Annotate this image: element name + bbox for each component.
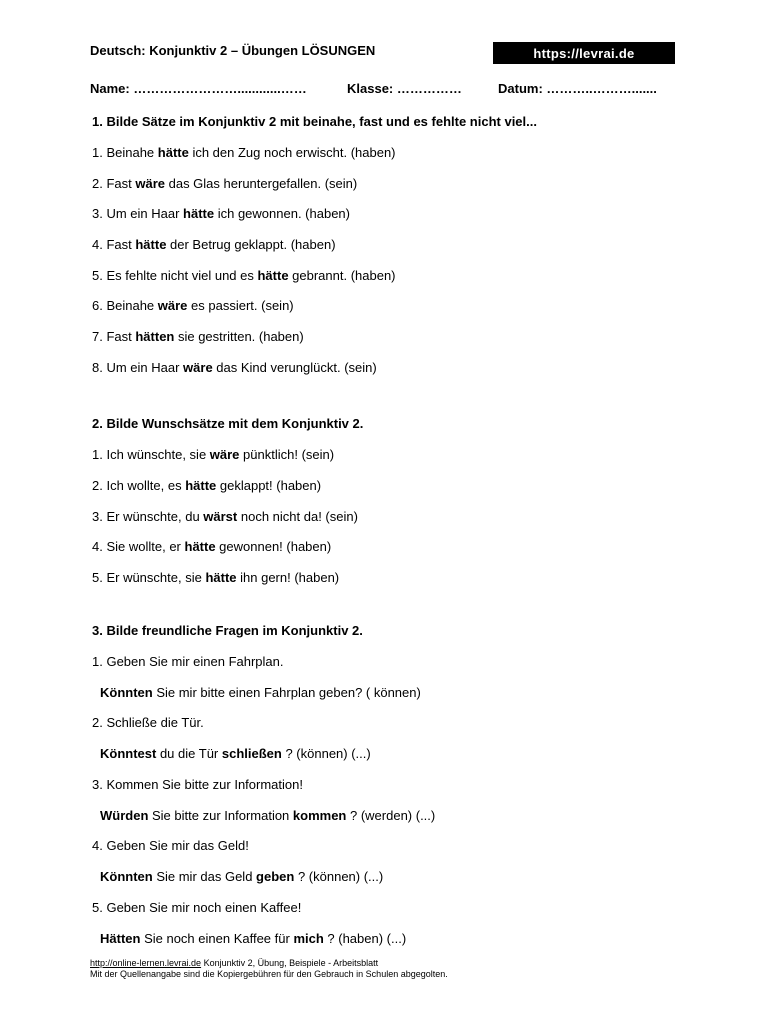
line-text: Sie bitte zur Information [148,808,293,823]
exercise-line [92,360,377,375]
line-text: Sie mir bitte einen Fahrplan geben? ( können) [152,685,421,700]
line-text: 5. Er wünschte, sie [92,570,206,585]
line-text: pünktlich! (sein) [239,447,335,462]
exercise-line [92,176,357,191]
answer-verb: hätte [184,539,216,554]
exercise-line [92,478,321,493]
line-text: du die Tür [156,746,222,761]
line-text: ich gewonnen. (haben) [214,206,350,221]
answer-verb: Könnten [100,685,153,700]
line-text: 4. Sie wollte, er [92,539,185,554]
answer-verb: hätten [135,329,175,344]
line-text: 6. Beinahe [92,298,158,313]
line-text: ? (können) (...) [294,869,384,884]
footer-line-1-text: Konjunktiv 2, Übung, Beispiele - Arbeitsblatt [201,958,379,968]
answer-verb: Könntest [100,746,157,761]
document-title: Deutsch: Konjunktiv 2 – Übungen LÖSUNGEN [90,43,376,58]
answer-verb: wäre [183,360,213,375]
prompt-line: 3. Kommen Sie bitte zur Information! [92,777,303,792]
line-text: Sie noch einen Kaffee für [140,931,294,946]
exercise-line [92,539,331,554]
answer-verb: hätte [185,478,217,493]
footer-line-1 [90,958,378,968]
answer-verb: Hätten [100,931,141,946]
line-text: geklappt! (haben) [216,478,322,493]
section3-title: 3. Bilde freundliche Fragen im Konjunktiv 2. [92,623,363,638]
exercise-line [92,145,396,160]
line-text: 2. Fast [92,176,136,191]
line-text: sie gestritten. (haben) [174,329,304,344]
answer-line [100,746,371,761]
answer-verb: wärst [203,509,238,524]
exercise-line [92,447,334,462]
answer-verb: wäre [209,447,240,462]
exercise-line [92,237,336,252]
exercise-line [92,329,304,344]
line-text: ? (können) (...) [281,746,371,761]
exercise-line [92,570,339,585]
exercise-line [92,268,396,283]
line-text: gebrannt. (haben) [288,268,396,283]
line-text: es passiert. (sein) [187,298,294,313]
line-text: ? (werden) (...) [346,808,436,823]
answer-verb: hätte [257,268,289,283]
line-text: 2. Ich wollte, es [92,478,186,493]
line-text: 1. Ich wünschte, sie [92,447,210,462]
exercise-line [92,509,358,524]
answer-line [100,869,383,884]
answer-verb: wäre [135,176,165,191]
section2-title: 2. Bilde Wunschsätze mit dem Konjunktiv 2. [92,416,364,431]
levrai-url-badge[interactable]: https://levrai.de [493,42,675,64]
line-text: gewonnen! (haben) [215,539,332,554]
answer-verb: Könnten [100,869,153,884]
answer-line [100,685,421,700]
line-text: 3. Um ein Haar [92,206,184,221]
line-text: Sie mir das Geld [152,869,257,884]
answer-verb: wäre [157,298,188,313]
answer-verb: hätte [183,206,215,221]
prompt-line: 4. Geben Sie mir das Geld! [92,838,249,853]
answer-line [100,931,406,946]
answer-word: geben [256,869,295,884]
line-text: 1. Beinahe [92,145,158,160]
line-text: ich den Zug noch erwischt. (haben) [188,145,396,160]
line-text: noch nicht da! (sein) [237,509,358,524]
line-text: ? (haben) (...) [323,931,407,946]
line-text: das Kind verunglückt. (sein) [212,360,377,375]
exercise-line [92,206,350,221]
line-text: 8. Um ein Haar [92,360,184,375]
prompt-line: 1. Geben Sie mir einen Fahrplan. [92,654,284,669]
line-text: 5. Es fehlte nicht viel und es [92,268,258,283]
prompt-line: 5. Geben Sie mir noch einen Kaffee! [92,900,302,915]
line-text: das Glas heruntergefallen. (sein) [165,176,358,191]
answer-verb: hätte [157,145,189,160]
line-text: ihn gern! (haben) [236,570,340,585]
klasse-field: Klasse: …………… [347,81,462,96]
line-text: 7. Fast [92,329,136,344]
footer-line-2: Mit der Quellenangabe sind die Kopiergebühren für den Gebrauch in Schulen abgegolten. [90,969,448,979]
answer-word: kommen [292,808,347,823]
name-field: Name: ……………………............…… [90,81,307,96]
exercise-line [92,298,294,313]
line-text: 3. Er wünschte, du [92,509,204,524]
answer-word: schließen [221,746,282,761]
answer-verb: hätte [205,570,237,585]
footer-link[interactable]: http://online-lernen.levrai.de [90,958,202,968]
answer-word: mich [293,931,324,946]
prompt-line: 2. Schließe die Tür. [92,715,204,730]
answer-line [100,808,435,823]
datum-field: Datum: ………..………....... [498,81,657,96]
section1-title: 1. Bilde Sätze im Konjunktiv 2 mit beinahe, fast und es fehlte nicht viel... [92,114,537,129]
answer-verb: hätte [135,237,167,252]
answer-verb: Würden [100,808,149,823]
line-text: der Betrug geklappt. (haben) [166,237,336,252]
line-text: 4. Fast [92,237,136,252]
